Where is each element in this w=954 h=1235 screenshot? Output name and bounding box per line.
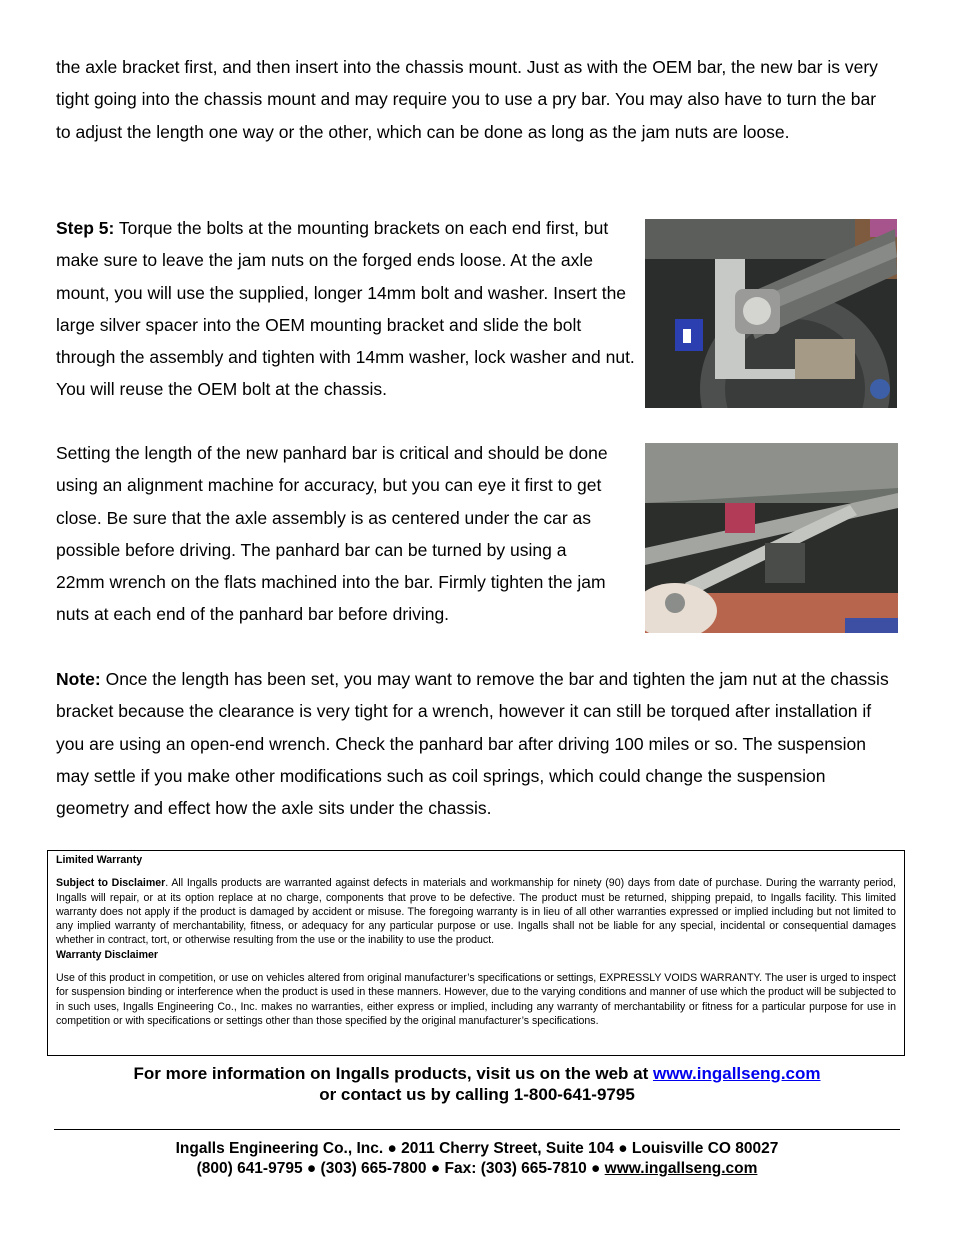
more-info-line — [0, 1063, 954, 1084]
warranty-text: . All Ingalls products are warranted against defects in materials and workmanship for ninety (90) days from date of purchase. During the warranty period, Ingalls will repair, or at its option replace at no charge, components that prove to be defective. The product must be returned, shipping prepaid, to Ingalls facility. This limited warranty does not apply if the product is damaged by accident or misuse. The foregoing warranty is in lieu of all other warranties expressed or implied including but not limited to any implied warranty of merchantability, fitness, or adequacy for any particular purpose or use. Ingalls shall not be liable for any special, incidental or consequential damages whether in contract, tort, or otherwise resulting from the use or the inability to use the product. — [56, 877, 896, 947]
step5-label: Step 5: — [56, 218, 115, 238]
subject-to-disclaimer-label: Subject to Disclaimer — [56, 877, 166, 890]
phone-numbers: (800) 641-9795 ● (303) 665-7800 ● Fax: (303) 665-7810 ● — [196, 1160, 605, 1177]
warranty-box — [47, 850, 905, 1056]
step5-paragraph — [56, 212, 636, 406]
note-label: Note: — [56, 669, 101, 689]
more-info-text: For more information on Ingalls products, visit us on the web at — [133, 1064, 653, 1083]
warranty-title: Limited Warranty — [56, 854, 143, 866]
company-address: Ingalls Engineering Co., Inc. ● 2011 Cherry Street, Suite 104 ● Louisville CO 80027 — [175, 1140, 779, 1157]
footer-divider — [54, 1129, 900, 1130]
contact-phone-line: or contact us by calling 1-800-641-9795 — [319, 1085, 635, 1104]
website-link[interactable]: www.ingallseng.com — [652, 1064, 821, 1083]
warranty-body — [56, 876, 896, 947]
warranty-disclaimer-text: Use of this product in competition, or use on vehicles altered from original manufacturer’s specifications or settings, EXPRESSLY VOIDS WARRANTY. The user is urged to inspect for suspension binding or interference when the product is used in these manners. However, due to the varying conditions and manner of use which the product will be subjected to in such uses, Ingalls Engineering Co., Inc. makes no warranties, either express or implied, including any warranty of merchantability or fitness for a particular purpose for use in competition or with specifications or settings other than those specified by the original manufacturer’s specifications. — [56, 972, 896, 1027]
footer-website-link[interactable]: www.ingallseng.com — [604, 1160, 758, 1177]
note-text: Once the length has been set, you may want to remove the bar and tighten the jam nut at the chassis bracket because the clearance is very tight for a wrench, however it can still be torqued after installation if you are using an open-end wrench. Check the panhard bar after driving 100 miles or so. The suspension may settle if you make other modifications such as coil springs, which could change the suspension geometry and effect how the axle sits under the chassis. — [56, 669, 889, 819]
company-phones — [0, 1158, 954, 1179]
axle-mount-bracket-photo — [645, 219, 897, 408]
warranty-disclaimer-title: Warranty Disclaimer — [56, 948, 159, 961]
setting-length-paragraph: Setting the length of the new panhard bar is critical and should be done using an alignment machine for accuracy, but you can eye it first to get close. Be sure that the axle assembly is as centered under the car as possible before driving. The panhard bar can be turned by using a 22mm wrench on the flats machined into the bar. Firmly tighten the jam nuts at each end of the panhard bar before driving. — [56, 443, 608, 625]
note-paragraph — [56, 663, 898, 824]
wrench-adjustment-photo — [645, 443, 898, 633]
step5-text: Torque the bolts at the mounting brackets on each end first, but make sure to leave the jam nuts on the forged ends loose. At the axle mount, you will use the supplied, longer 14mm bolt and washer. Insert the large silver spacer into the OEM mounting bracket and slide the bolt through the assembly and tighten with 14mm washer, lock washer and nut. You will reuse the OEM bolt at the chassis. — [56, 218, 635, 400]
intro-paragraph: the axle bracket first, and then insert into the chassis mount. Just as with the OEM bar, the new bar is very tight going into the chassis mount and may require you to use a pry bar. You may also have to turn the bar to adjust the length one way or the other, which can be done as long as the jam nuts are loose. — [56, 57, 878, 142]
